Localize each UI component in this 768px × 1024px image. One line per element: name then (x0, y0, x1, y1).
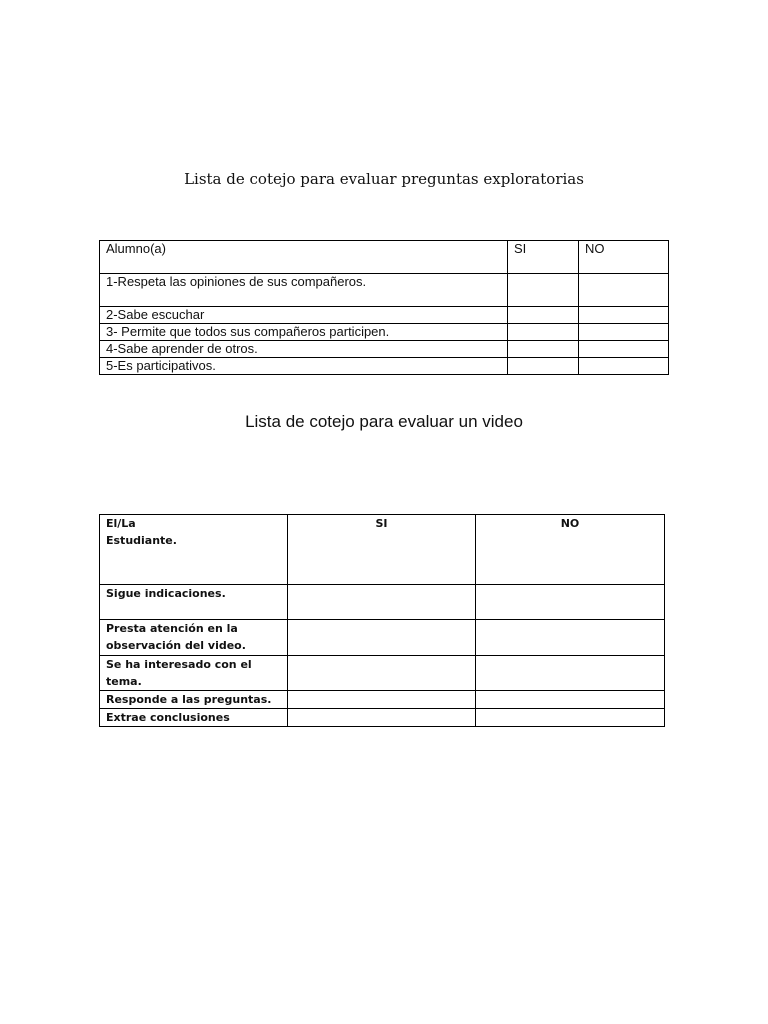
header-si: SI (508, 241, 579, 274)
si-cell (288, 691, 476, 709)
video-checklist-table (99, 514, 665, 727)
header-student-line: Estudiante. (106, 534, 177, 547)
criterion-label (100, 691, 288, 709)
header-no: NO (579, 241, 669, 274)
criterion-label: 1-Respeta las opiniones de sus compañeros. (100, 274, 508, 307)
table-row (100, 307, 669, 324)
criterion-label (100, 620, 288, 656)
si-cell (508, 324, 579, 341)
no-cell (579, 358, 669, 375)
no-cell (579, 274, 669, 307)
no-cell (579, 324, 669, 341)
exploratory-questions-checklist-table (99, 240, 669, 375)
header-si: SI (288, 515, 476, 585)
si-cell (288, 709, 476, 727)
table-header-row (100, 515, 665, 585)
table-row (100, 656, 665, 691)
criterion-label: 5-Es participativos. (100, 358, 508, 375)
si-cell (288, 620, 476, 656)
criterion-label: 2-Sabe escuchar (100, 307, 508, 324)
criterion-label: 3- Permite que todos sus compañeros participen. (100, 324, 508, 341)
table-row (100, 274, 669, 307)
header-student: Alumno(a) (100, 241, 508, 274)
si-cell (288, 656, 476, 691)
no-cell (476, 585, 665, 620)
criterion-label (100, 656, 288, 691)
criterion-label (100, 585, 288, 620)
checklist-title-video: Lista de cotejo para evaluar un video (245, 412, 523, 431)
si-cell (508, 341, 579, 358)
no-cell (579, 341, 669, 358)
si-cell (508, 358, 579, 375)
no-cell (476, 656, 665, 691)
criterion-line: Extrae conclusiones (106, 711, 230, 724)
header-no: NO (476, 515, 665, 585)
table-row (100, 620, 665, 656)
header-student (100, 515, 288, 585)
table-row (100, 324, 669, 341)
criterion-line: Se ha interesado con el tema. (106, 658, 252, 688)
table-row (100, 358, 669, 375)
criterion-line: Sigue indicaciones. (106, 587, 226, 600)
si-cell (508, 307, 579, 324)
table-header-row (100, 241, 669, 274)
no-cell (476, 691, 665, 709)
criterion-label (100, 709, 288, 727)
si-cell (508, 274, 579, 307)
criterion-line: Presta atención en la (106, 622, 238, 635)
no-cell (579, 307, 669, 324)
criterion-line: observación del video. (106, 639, 246, 652)
si-cell (288, 585, 476, 620)
table-row (100, 691, 665, 709)
no-cell (476, 709, 665, 727)
table-row (100, 709, 665, 727)
table-row (100, 341, 669, 358)
checklist-title-exploratory-questions: Lista de cotejo para evaluar preguntas exploratorias (184, 170, 584, 188)
criterion-label: 4-Sabe aprender de otros. (100, 341, 508, 358)
header-student-line: El/La (106, 517, 136, 530)
table-row (100, 585, 665, 620)
criterion-line: Responde a las preguntas. (106, 693, 272, 706)
no-cell (476, 620, 665, 656)
